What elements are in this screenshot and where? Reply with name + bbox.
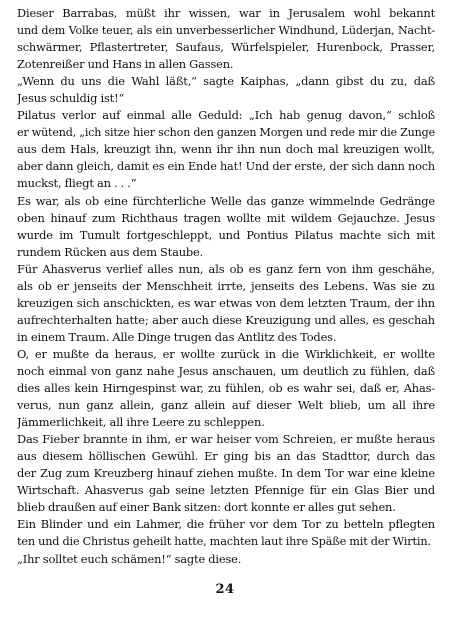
text-line: „Ihr solltet euch schämen!“ sagte diese.	[17, 551, 242, 566]
text-line: als ob er jenseits der Menschheit irrte, jenseits des Lebens. Was sie zu	[17, 278, 435, 293]
body-text	[17, 5, 435, 568]
paragraph-4	[17, 193, 435, 261]
paragraph-6	[17, 346, 435, 431]
paragraph-1	[17, 5, 435, 73]
text-line: Zotenreißer und Hans in allen Gassen.	[17, 57, 234, 72]
paragraph-8	[17, 516, 435, 550]
text-line: aus dem Hals, kreuzigt ihn, wenn ihr ihn nun doch mal kreuzigen wollt,	[17, 142, 435, 157]
paragraph-2	[17, 73, 435, 107]
text-line: Wirtschaft. Ahasverus gab seine letzten Pfennige für ein Glas Bier und	[17, 483, 435, 498]
text-line: dies alles kein Hirngespinst war, zu fühlen, ob es wahr sei, daß er, Ahas-	[17, 381, 435, 396]
paragraph-7	[17, 431, 435, 516]
text-line: blieb draußen auf einer Bank sitzen: dort konnte er alles gut sehen.	[17, 500, 396, 515]
text-line: Für Ahasverus verlief alles nun, als ob es ganz fern von ihm geschähe,	[17, 261, 435, 276]
text-line: wurde im Tumult fortgeschleppt, und Pontius Pilatus machte sich mit	[17, 227, 435, 242]
text-line: schwärmer, Pflastertreter, Saufaus, Würfelspieler, Hurenbock, Prasser,	[17, 40, 435, 55]
text-line: er wütend, „ich sitze hier schon den ganzen Morgen und rede mir die Zunge	[17, 126, 435, 140]
text-line: Dieser Barrabas, müßt ihr wissen, war in Jerusalem wohl bekannt	[17, 6, 435, 20]
text-line: „Wenn du uns die Wahl läßt,“ sagte Kaiphas, „dann gibst du zu, daß	[17, 74, 435, 89]
paragraph-5	[17, 261, 435, 346]
text-line: in einem Traum. Alle Dinge trugen das Antlitz des Todes.	[17, 329, 337, 344]
text-line: kreuzigen sich anschickten, es war etwas von dem letzten Traum, der ihn	[17, 295, 435, 310]
text-line: Ein Blinder und ein Lahmer, die früher vor dem Tor zu betteln pflegten	[17, 517, 435, 532]
text-line: aus diesem höllischen Gewühl. Er ging bis an das Stadttor, durch das	[17, 449, 435, 464]
page-number: 24	[215, 582, 235, 597]
text-line: rundem Rücken aus dem Staube.	[17, 244, 204, 259]
text-line: muckst, fliegt an . . .“	[17, 176, 137, 191]
paragraph-9	[17, 551, 435, 568]
text-line: Pilatus verlor auf einmal alle Geduld: „Ich hab genug davon,“ schloß	[17, 108, 435, 123]
paragraph-3	[17, 107, 435, 192]
text-line: der Zug zum Kreuzberg hinauf ziehen mußte. In dem Tor war eine kleine	[17, 466, 435, 481]
text-line: oben hinauf zum Richthaus tragen wollte mit wildem Gejauchze. Jesus	[17, 210, 435, 225]
text-line: Jämmerlichkeit, all ihre Leere zu schleppen.	[17, 415, 265, 430]
text-line: O, er mußte da heraus, er wollte zurück in die Wirklichkeit, er wollte	[17, 346, 435, 361]
text-line: Jesus schuldig ist!“	[17, 91, 125, 106]
text-line: noch einmal von ganz nahe Jesus anschauen, um deutlich zu fühlen, daß	[17, 363, 435, 378]
text-line: verus, nun ganz allein, ganz allein auf dieser Welt blieb, um all ihre	[17, 398, 435, 413]
text-line: Das Fieber brannte in ihm, er war heiser vom Schreien, er mußte heraus	[17, 432, 435, 447]
text-line: ten und die Christus geheilt hatte, machten laut ihre Späße mit der Wirtin.	[17, 535, 431, 549]
text-line: aber dann gleich, damit es ein Ende hat! Und der erste, der sich dann noch	[17, 160, 435, 174]
text-line: Es war, als ob eine fürchterliche Welle das ganze wimmelnde Gedränge	[17, 193, 435, 208]
text-line: und dem Volke teuer, als ein unverbesserlicher Windhund, Lüderjan, Nacht-	[17, 24, 435, 38]
text-line: aufrechterhalten hatte; aber auch diese Kreuzigung und alles, es geschah	[17, 312, 435, 327]
